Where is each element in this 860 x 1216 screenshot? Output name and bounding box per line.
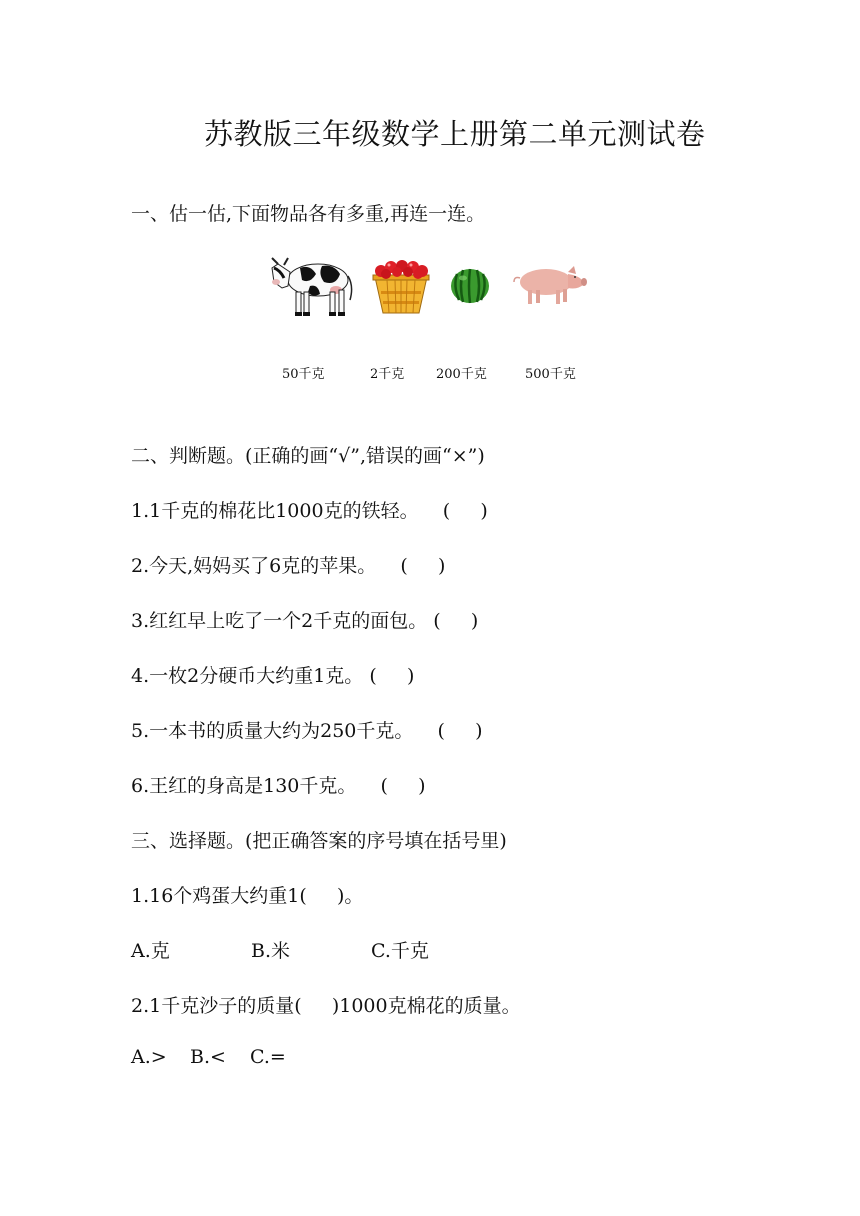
judge-question: 1.1千克的棉花比1000克的铁轻。 ( ) bbox=[131, 500, 488, 522]
page-title: 苏教版三年级数学上册第二单元测试卷 bbox=[204, 117, 706, 151]
choice-question: 1.16个鸡蛋大约重1( )。 bbox=[131, 885, 364, 907]
weight-option: 50千克 bbox=[282, 367, 325, 382]
section1-heading: 一、估一估,下面物品各有多重,再连一连。 bbox=[131, 203, 486, 225]
pig-icon bbox=[512, 262, 588, 308]
watermelon-icon bbox=[449, 266, 491, 306]
judge-question: 3.红红早上吃了一个2千克的面包。 ( ) bbox=[131, 610, 479, 632]
choice-option: B.< bbox=[190, 1046, 226, 1068]
weight-option: 200千克 bbox=[436, 367, 487, 382]
judge-question: 6.王红的身高是130千克。 ( ) bbox=[131, 775, 426, 797]
choice-option: A.> bbox=[131, 1046, 167, 1068]
weight-option: 500千克 bbox=[525, 367, 576, 382]
weight-option: 2千克 bbox=[370, 367, 405, 382]
section3-heading: 三、选择题。(把正确答案的序号填在括号里) bbox=[131, 830, 507, 852]
cow-icon bbox=[270, 252, 354, 318]
choice-option: C.千克 bbox=[371, 940, 429, 962]
judge-question: 4.一枚2分硬币大约重1克。 ( ) bbox=[131, 665, 415, 687]
choice-question: 2.1千克沙子的质量( )1000克棉花的质量。 bbox=[131, 995, 521, 1017]
judge-question: 5.一本书的质量大约为250千克。 ( ) bbox=[131, 720, 483, 742]
judge-question: 2.今天,妈妈买了6克的苹果。 ( ) bbox=[131, 555, 446, 577]
choice-option: B.米 bbox=[251, 940, 291, 962]
choice-option: C.= bbox=[250, 1046, 286, 1068]
section2-heading: 二、判断题。(正确的画“√”,错误的画“×”) bbox=[131, 445, 485, 467]
choice-option: A.克 bbox=[131, 940, 170, 962]
apple-basket-icon bbox=[371, 257, 431, 317]
